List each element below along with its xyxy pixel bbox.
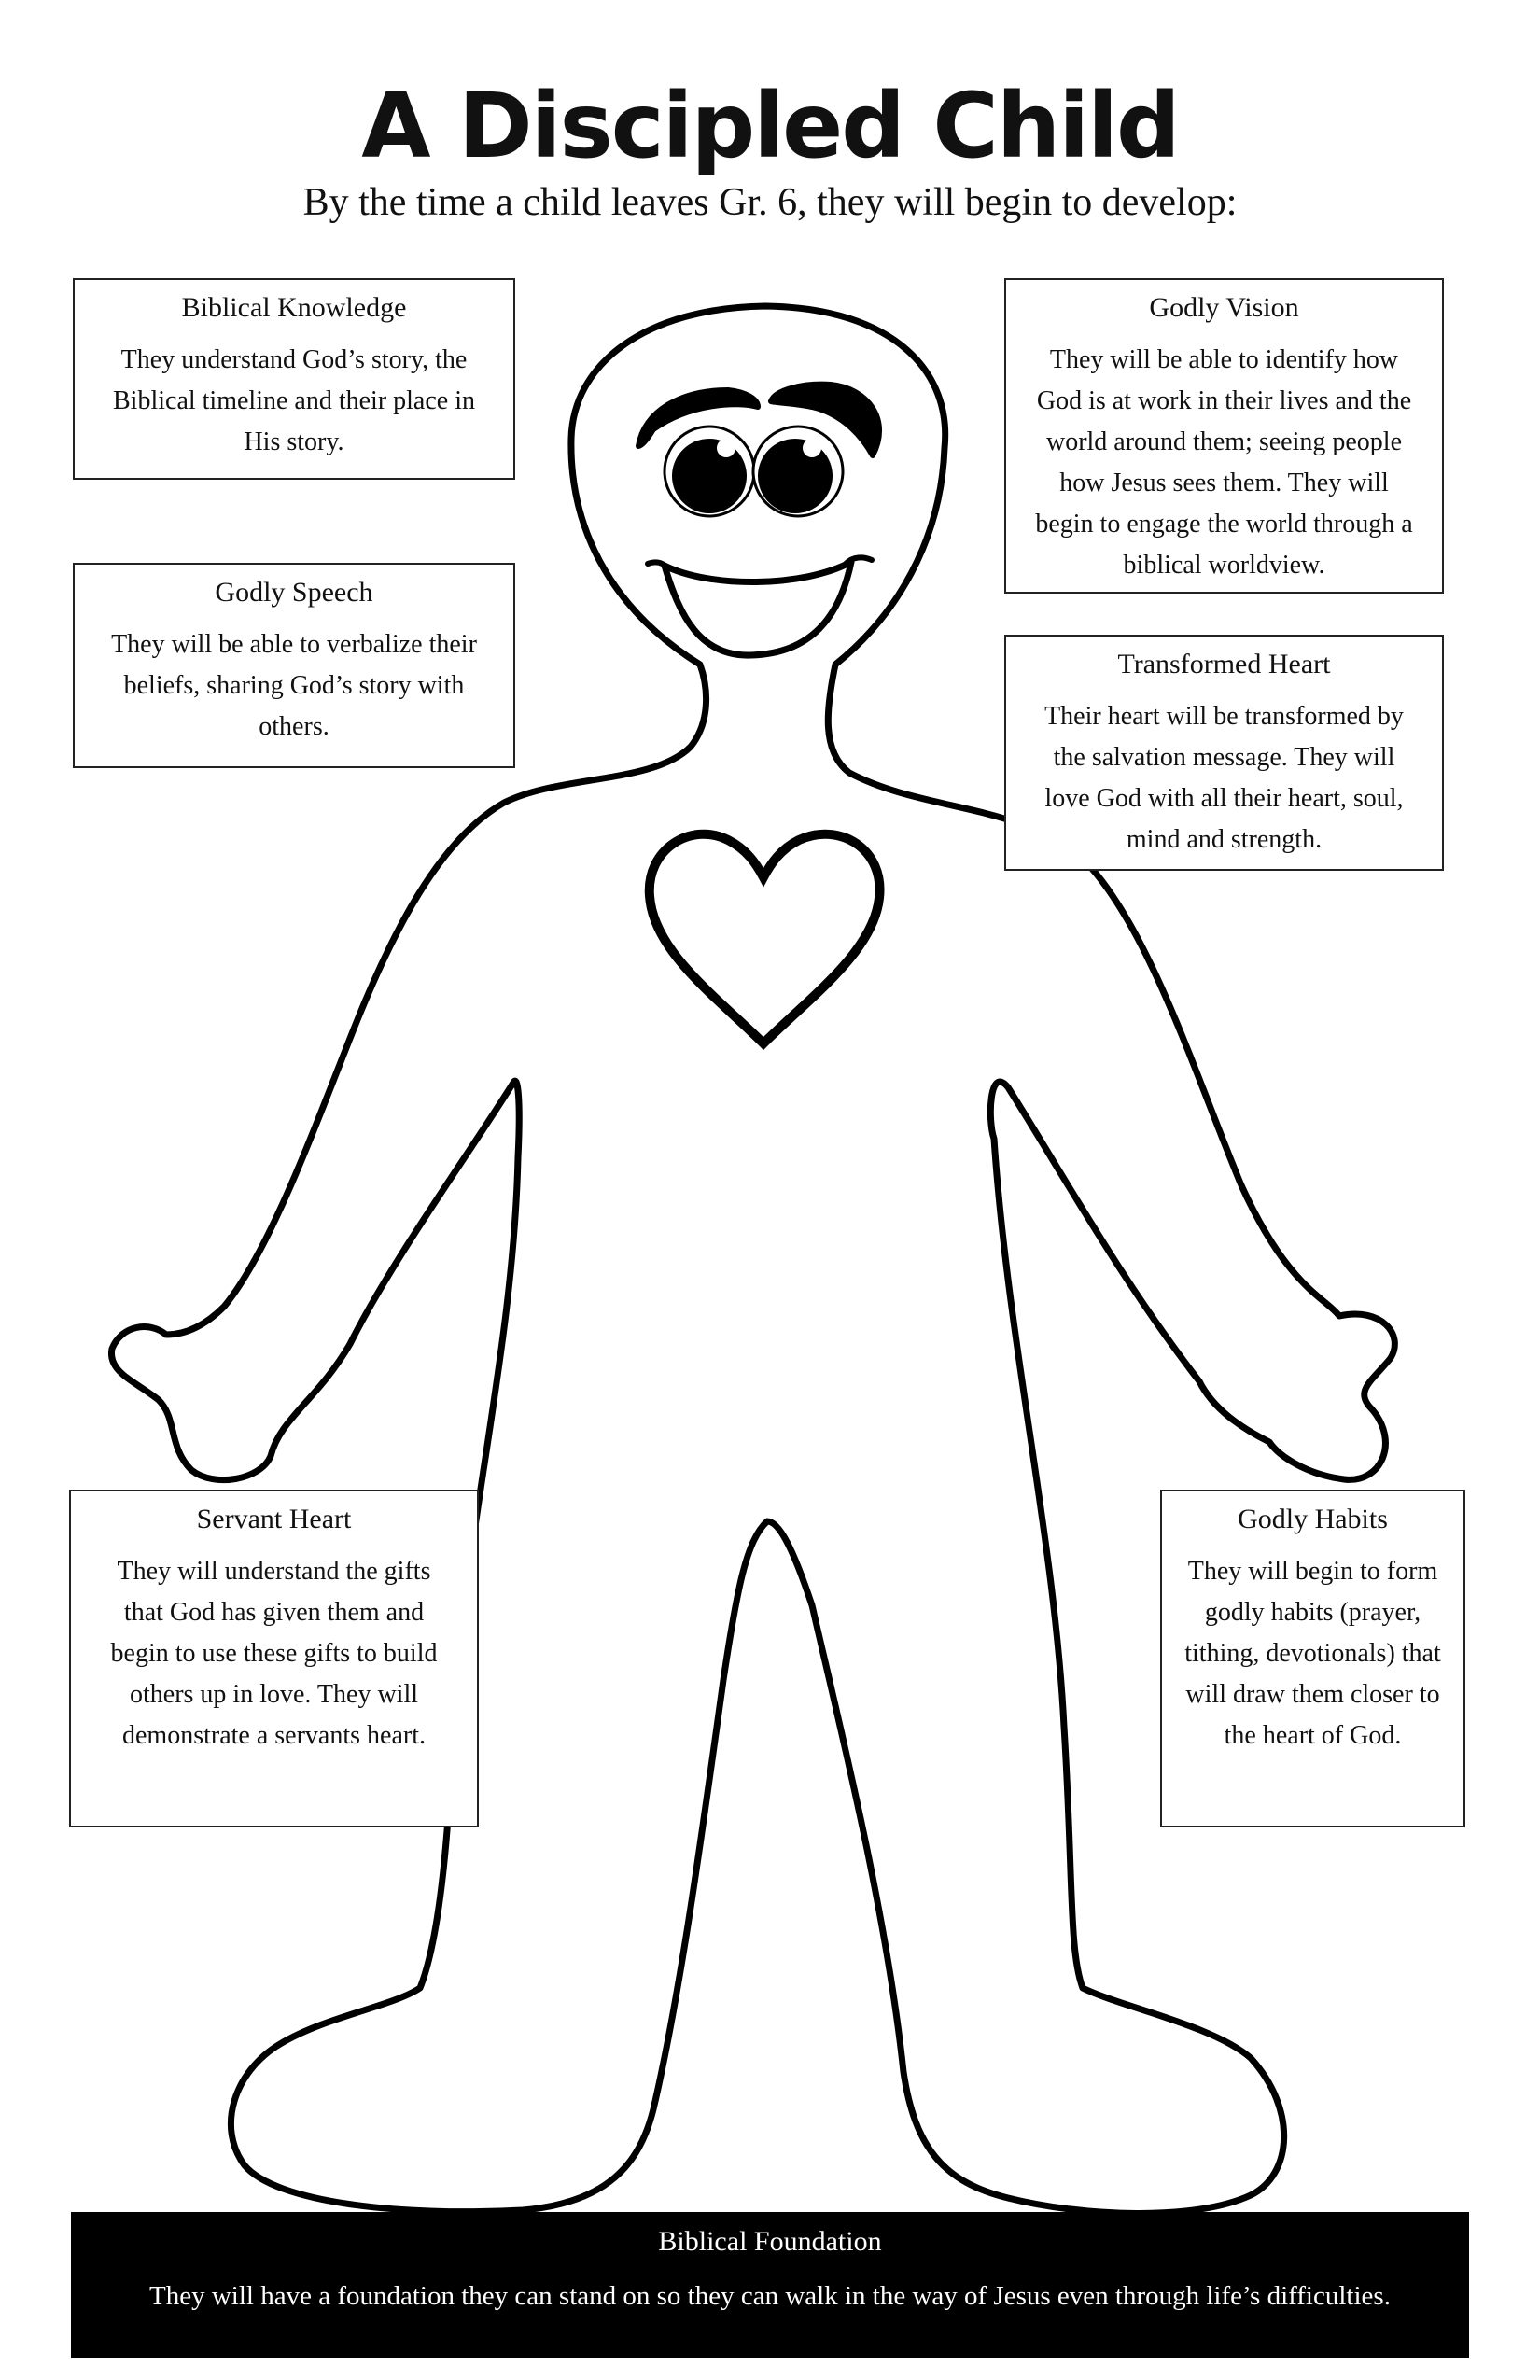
servant-heart-heading: Servant Heart [196, 1504, 352, 1534]
godly-speech-box [73, 563, 515, 768]
biblical-knowledge-text: They understand God’s story, the Biblical timeline and their place in His story. [113, 345, 475, 456]
godly-speech-text: They will be able to verbalize their beliefs, sharing God’s story with others. [111, 630, 477, 741]
godly-vision-text: They will be able to identify how God is at work in their lives and the world around them; seeing people how Jesus sees them. They will begin to engage the world through a biblical worldview. [1035, 345, 1413, 580]
biblical-foundation-text: They will have a foundation they can stand on so they can walk in the way of Jesus even through life’s difficulties. [149, 2281, 1391, 2311]
transformed-heart-text: Their heart will be transformed by the salvation message. They will love God with all their heart, soul, mind and strength. [1044, 702, 1404, 854]
godly-habits-box [1160, 1490, 1465, 1827]
biblical-knowledge-box [73, 278, 515, 480]
godly-habits-text: They will begin to form godly habits (prayer, tithing, devotionals) that will draw them closer to the heart of God. [1184, 1557, 1441, 1750]
biblical-knowledge-heading: Biblical Knowledge [181, 292, 407, 323]
page-subtitle: By the time a child leaves Gr. 6, they will begin to develop: [302, 181, 1238, 224]
godly-speech-heading: Godly Speech [215, 577, 373, 608]
servant-heart-text: They will understand the gifts that God has given them and begin to use these gifts to build others up in love. They will demonstrate a servants heart. [110, 1557, 438, 1750]
transformed-heart-box [1004, 635, 1444, 871]
godly-vision-box [1004, 278, 1444, 594]
transformed-heart-heading: Transformed Heart [1117, 649, 1331, 679]
biblical-foundation-banner [71, 2212, 1469, 2358]
page-title: A Discipled Child [361, 74, 1179, 178]
godly-habits-heading: Godly Habits [1238, 1504, 1388, 1534]
godly-vision-heading: Godly Vision [1149, 292, 1299, 323]
left-eye [665, 427, 754, 516]
servant-heart-box [69, 1490, 479, 1827]
biblical-foundation-heading: Biblical Foundation [658, 2226, 882, 2257]
right-eye [753, 427, 843, 516]
